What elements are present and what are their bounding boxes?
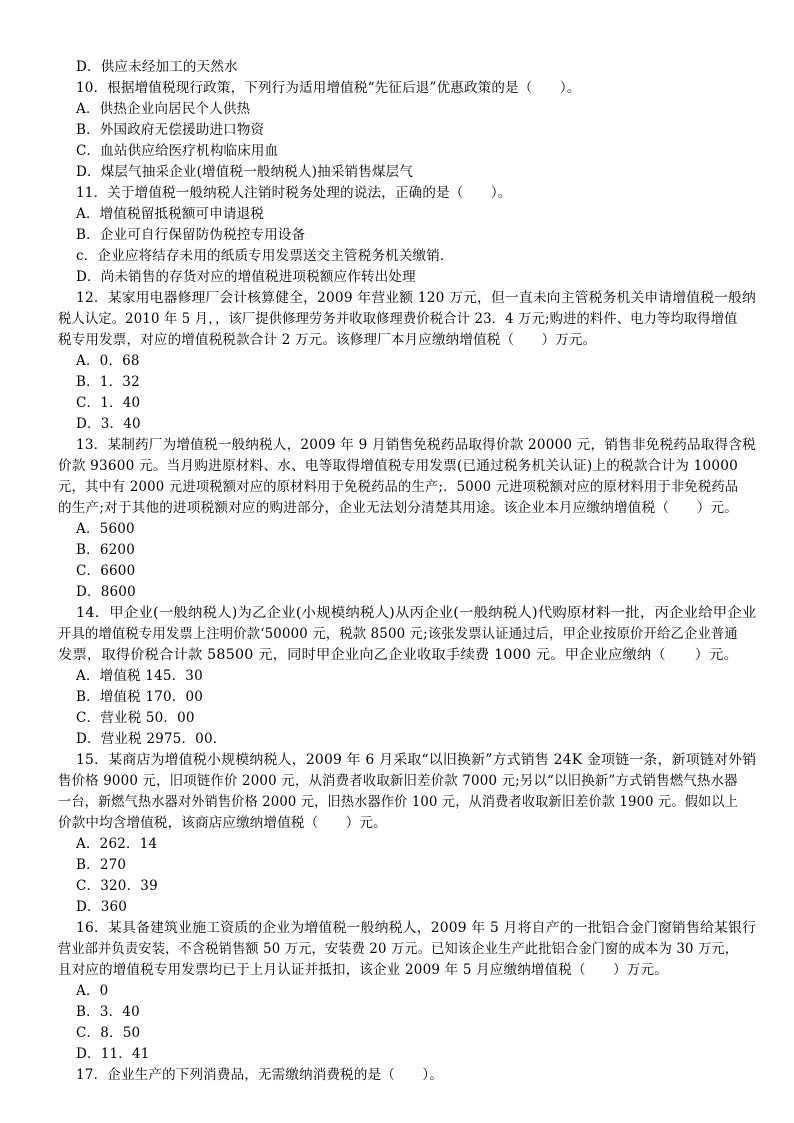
text-line: C．营业税 50．00 bbox=[76, 710, 195, 726]
text-line: 发票，取得价税合计款 58500 元，同时甲企业向乙企业收取手续费 1000 元。甲企业应缴纳（ ）元。 bbox=[58, 647, 739, 663]
text-line: 16．某具备建筑业施工资质的企业为增值税一般纳税人，2009 年 5 月将自产的一批铝合金门窗销售给某银行 bbox=[76, 920, 757, 936]
text-line: D．供应未经加工的天然水 bbox=[76, 59, 238, 75]
text-line: A．增值税 145．30 bbox=[76, 668, 203, 684]
text-line: A．供热企业向居民个人供热 bbox=[76, 101, 251, 117]
text-line: 14．甲企业(一般纳税人)为乙企业(小规模纳税人)从丙企业(一般纳税人)代购原材料一批，丙企业给甲企业 bbox=[76, 605, 757, 621]
text-line: 开具的增值税专用发票上注明价款‘50000 元，税款 8500 元;该张发票认证通过后，甲企业按原价开给乙企业普通 bbox=[58, 626, 738, 642]
text-line: B．1．32 bbox=[76, 374, 140, 390]
text-line: A．0 bbox=[76, 983, 109, 999]
text-line: 13．某制药厂为增值税一般纳税人，2009 年 9 月销售免税药品取得价款 20000 元，销售非免税药品取得含税 bbox=[76, 437, 756, 453]
text-line: A．0．68 bbox=[76, 353, 140, 369]
text-line: 税人认定。2010 年 5 月，，该厂提供修理劳务并收取修理费价税合计 23．4 万元;购进的料件、电力等均取得增值 bbox=[58, 311, 738, 327]
text-line: D．3．40 bbox=[76, 416, 141, 432]
text-line: D．尚未销售的存货对应的增值税进项税额应作转出处理 bbox=[76, 269, 416, 285]
text-line: 且对应的增值税专用发票均已于上月认证并抵扣，该企业 2009 年 5 月应缴纳增值税（ ）万元。 bbox=[58, 962, 668, 978]
text-line: C．血站供应给医疗机构临床用血 bbox=[76, 143, 279, 159]
text-line: 的生产;对于其他的进项税额对应的购进部分，企业无法划分清楚其用途。该企业本月应缴纳增值税（ ）元。 bbox=[58, 500, 739, 516]
text-line: c．企业应将结存未用的纸质专用发票送交主管税务机关缴销． bbox=[76, 248, 454, 264]
text-line: B．6200 bbox=[76, 542, 135, 558]
text-line: 17．企业生产的下列消费品，无需缴纳消费税的是（ ）。 bbox=[76, 1067, 444, 1083]
text-line: B．270 bbox=[76, 857, 127, 873]
text-line: B．企业可自行保留防伪税控专用设备 bbox=[76, 227, 306, 243]
text-line: D．煤层气抽采企业(增值税一般纳税人)抽采销售煤层气 bbox=[76, 164, 414, 180]
text-line: 价款 93600 元。当月购进原材料、水、电等取得增值税专用发票(已通过税务机关认证)上的税款合计为 10000 bbox=[58, 458, 738, 474]
text-line: D．营业税 2975．00． bbox=[76, 731, 227, 747]
text-line: 售价格 9000 元，旧项链作价 2000 元，从消费者收取新旧差价款 7000 元;另以“以旧换新”方式销售燃气热水器 bbox=[58, 773, 738, 789]
text-line: 15．某商店为增值税小规模纳税人，2009 年 6 月采取“以旧换新”方式销售 24K 金项链一条，新项链对外销 bbox=[76, 752, 757, 768]
text-line: B．3．40 bbox=[76, 1004, 140, 1020]
text-line: A．262．14 bbox=[76, 836, 158, 852]
text-line: A．5600 bbox=[76, 521, 135, 537]
text-line: A．增值税留抵税额可申请退税 bbox=[76, 206, 265, 222]
text-line: 价款中均含增值税，该商店应缴纳增值税（ ）元。 bbox=[58, 815, 387, 831]
text-line: C．320．39 bbox=[76, 878, 158, 894]
text-line: D．360 bbox=[76, 899, 128, 915]
text-line: 12．某家用电器修理厂会计核算健全，2009 年营业额 120 万元，但一直未向主管税务机关申请增值税一般纳 bbox=[76, 290, 756, 306]
text-line: C．6600 bbox=[76, 563, 136, 579]
text-line: 11．关于增值税一般纳税人注销时税务处理的说法，正确的是（ ）。 bbox=[76, 185, 512, 201]
text-line: 税专用发票，对应的增值税税款合计 2 万元。该修理厂本月应缴纳增值税（ ）万元。 bbox=[58, 332, 597, 348]
text-line: C．1．40 bbox=[76, 395, 141, 411]
text-line: 元，其中有 2000 元进项税额对应的原材料用于免税药品的生产;．5000 元进项税额对应的原材料用于非免税药品 bbox=[58, 479, 739, 495]
text-line: B．外国政府无偿援助进口物资 bbox=[76, 122, 265, 138]
text-line: D．8600 bbox=[76, 584, 136, 600]
text-line: C．8．50 bbox=[76, 1025, 141, 1041]
text-line: 一台，新燃气热水器对外销售价格 2000 元，旧热水器作价 100 元，从消费者收取新旧差价款 1900 元。假如以上 bbox=[58, 794, 739, 810]
text-line: 营业部并负责安装，不含税销售额 50 万元，安装费 20 万元。已知该企业生产此批铝合金门窗的成本为 30 万元， bbox=[58, 941, 739, 957]
text-line: B．增值税 170．00 bbox=[76, 689, 204, 705]
text-line: 10．根据增值税现行政策，下列行为适用增值税“先征后退”优惠政策的是（ ）。 bbox=[76, 80, 581, 96]
text-line: D．11．41 bbox=[76, 1046, 150, 1062]
